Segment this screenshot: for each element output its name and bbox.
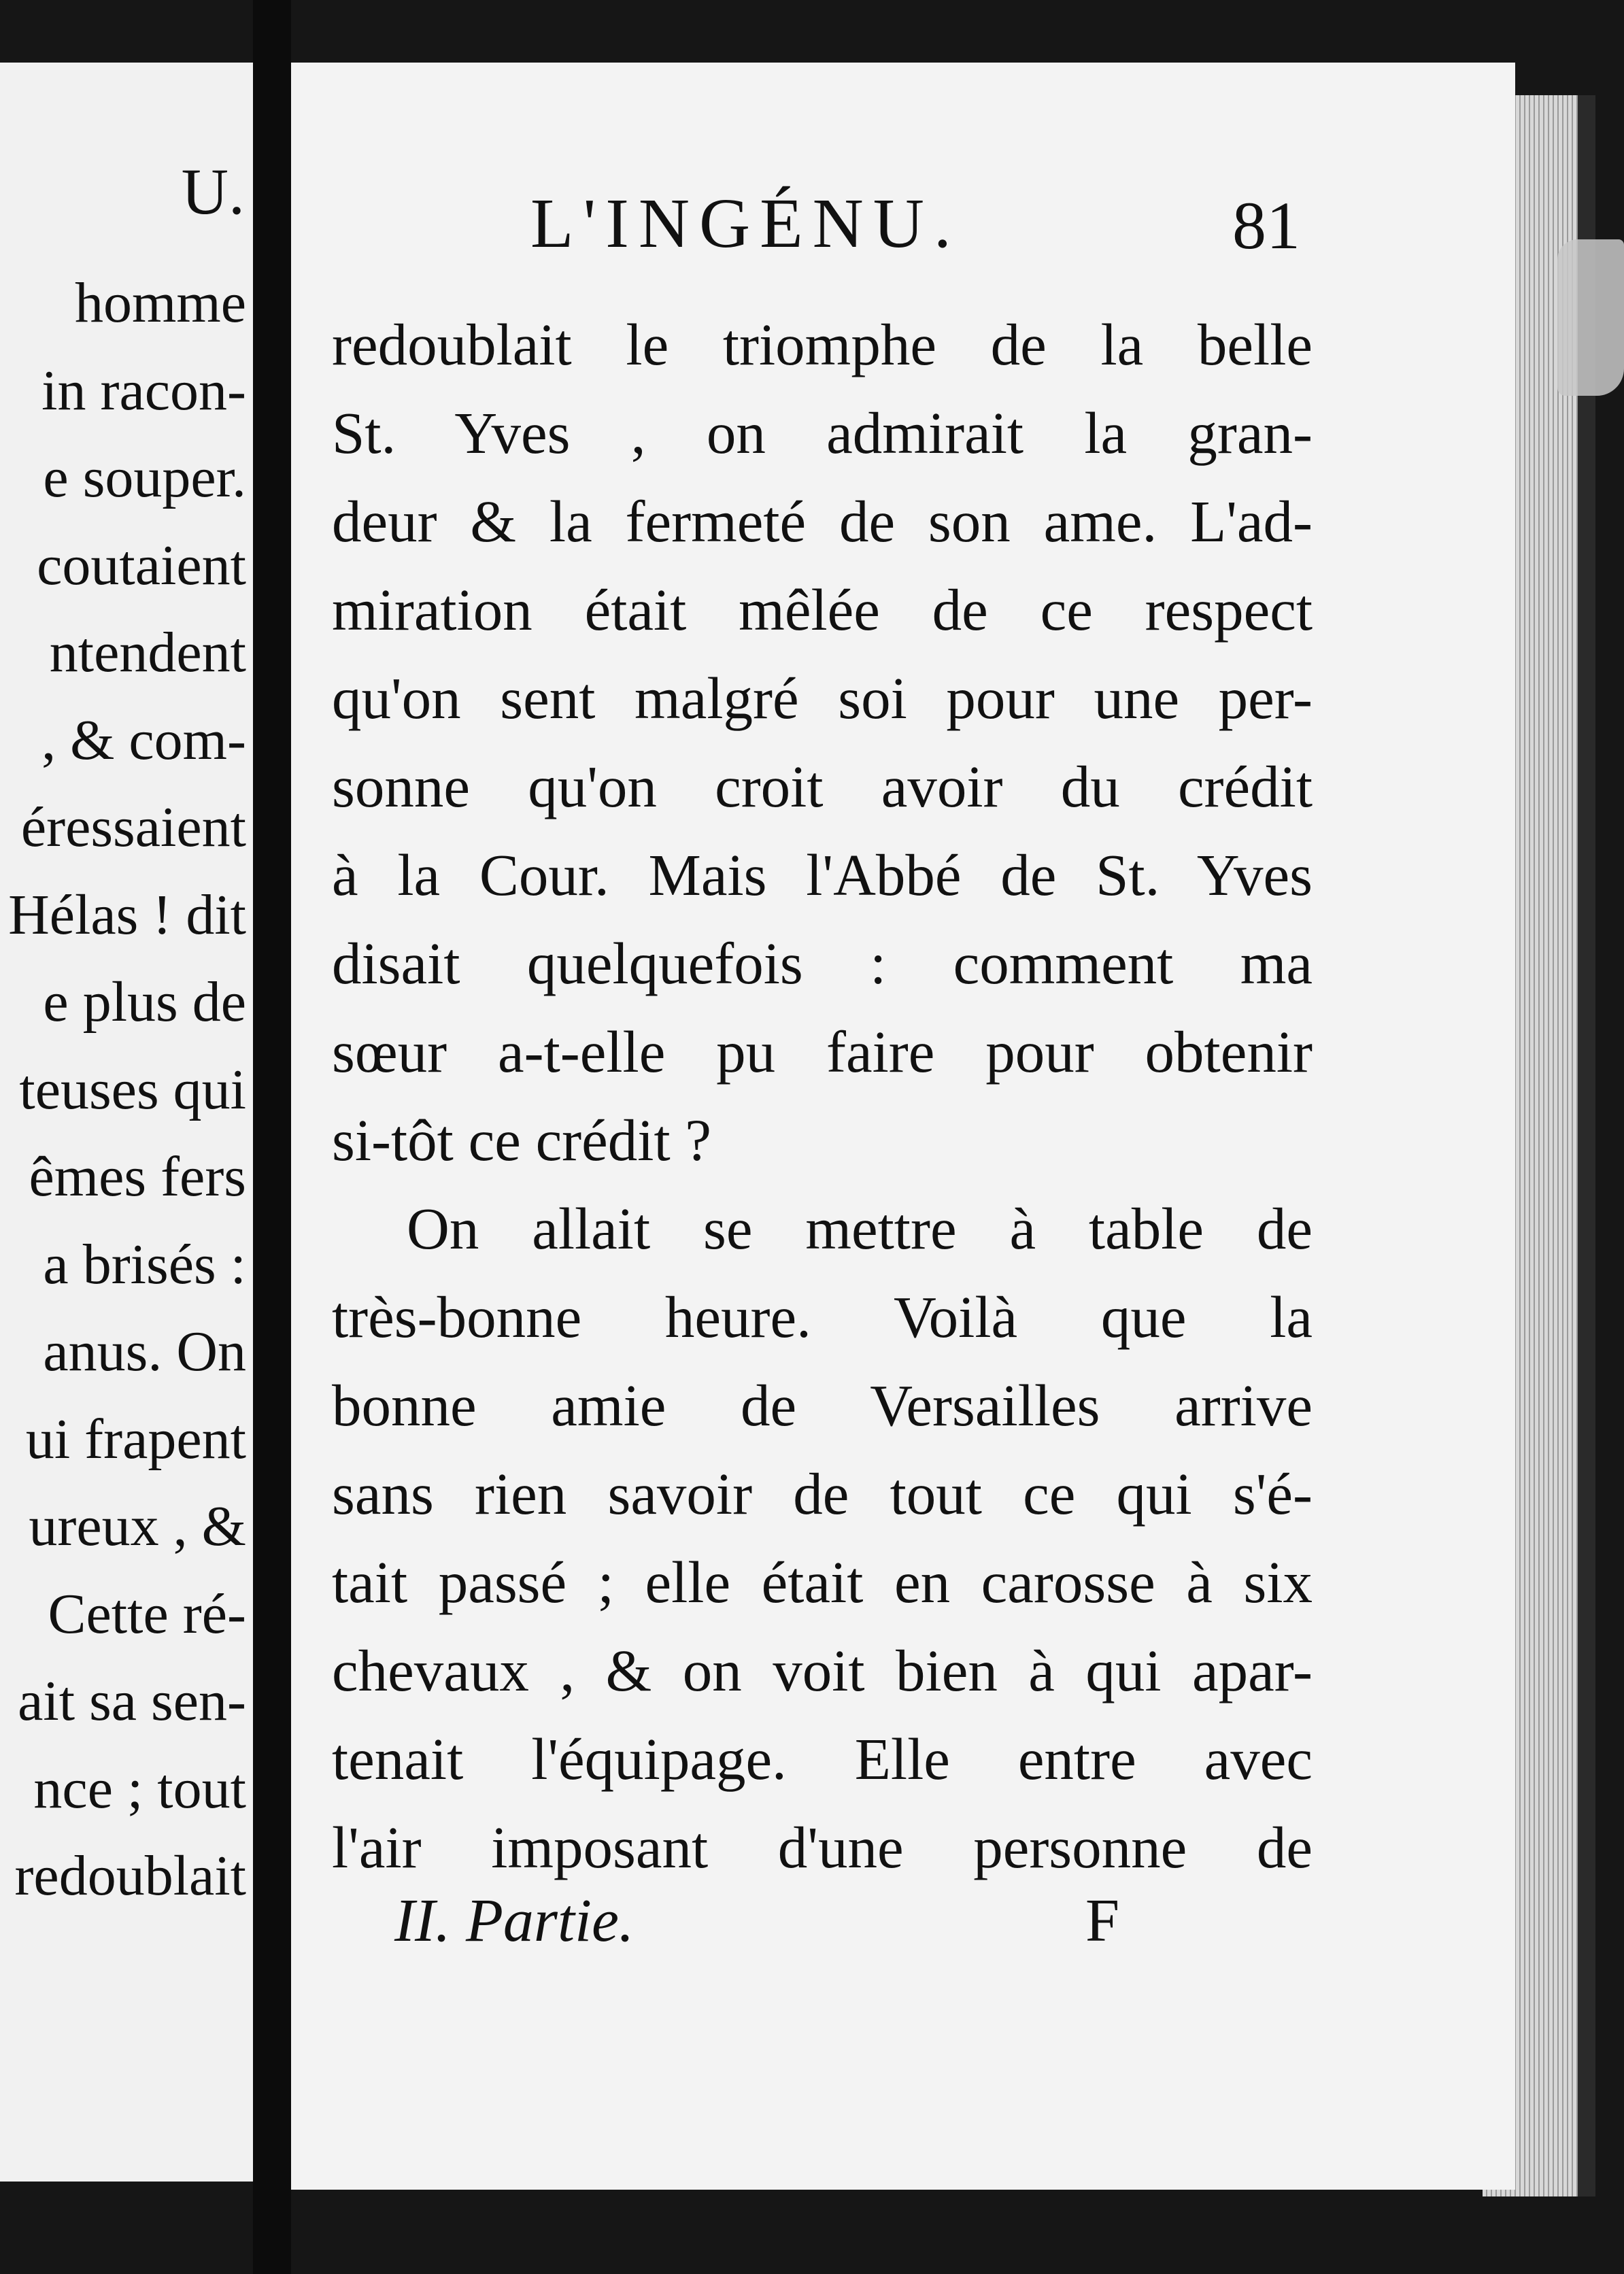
- body-text-line: qu'on sent malgré soi pour une per-: [332, 665, 1313, 731]
- body-text-line: sœur a-t-elle pu faire pour obtenir: [332, 1019, 1313, 1085]
- page-number: 81: [1232, 188, 1300, 263]
- body-text-line: l'air imposant d'une personne de: [332, 1814, 1313, 1880]
- body-text-line: disait quelquefois : comment ma: [332, 930, 1313, 996]
- left-facing-page: [0, 63, 253, 2182]
- body-text-line: sonne qu'on croit avoir du crédit: [332, 753, 1313, 819]
- left-text-line: Hélas ! dit: [8, 883, 246, 947]
- body-text-line: sans rien savoir de tout ce qui s'é-: [332, 1461, 1313, 1527]
- body-text-line: redoublait le triomphe de la belle: [332, 311, 1313, 377]
- page-edge-shadow: [1578, 95, 1595, 2196]
- paper-scrap: [1557, 239, 1624, 396]
- left-page-text-column: [0, 260, 246, 1920]
- left-text-line: , & com-: [41, 708, 246, 772]
- left-text-line: redoublait: [14, 1844, 246, 1907]
- body-text-line: St. Yves , on admirait la gran-: [332, 400, 1313, 466]
- body-text-line: chevaux , & on voit bien à qui apar-: [332, 1637, 1313, 1703]
- running-head-title: L'INGÉNU.: [530, 184, 961, 262]
- left-text-line: e plus de: [43, 970, 246, 1034]
- signature-mark: II. Partie.: [394, 1887, 635, 1954]
- left-text-line: ureux , &: [29, 1495, 246, 1558]
- left-text-line: in racon-: [41, 358, 246, 422]
- body-text-line: deur & la fermeté de son ame. L'ad-: [332, 488, 1313, 554]
- left-text-line: ntendent: [49, 621, 246, 684]
- left-text-line: a brisés :: [43, 1232, 246, 1296]
- body-text-line: tenait l'équipage. Elle entre avec: [332, 1726, 1313, 1792]
- left-text-line: ait sa sen-: [18, 1669, 246, 1733]
- body-text-line: tait passé ; elle était en carosse à six: [332, 1549, 1313, 1615]
- left-text-line: teuses qui: [19, 1057, 246, 1121]
- left-text-line: Cette ré-: [48, 1582, 246, 1646]
- left-text-line: nce ; tout: [33, 1757, 246, 1820]
- left-page-header-fragment: U.: [181, 155, 245, 228]
- body-text-line: On allait se mettre à table de: [407, 1195, 1313, 1261]
- body-text-line: à la Cour. Mais l'Abbé de St. Yves: [332, 842, 1313, 908]
- right-main-page: [291, 63, 1515, 2190]
- left-text-line: coutaient: [37, 533, 246, 597]
- gathering-letter: F: [1085, 1887, 1120, 1954]
- body-text-line: miration était mêlée de ce respect: [332, 577, 1313, 643]
- left-text-line: êmes fers: [29, 1145, 246, 1208]
- body-text-line: bonne amie de Versailles arrive: [332, 1372, 1313, 1438]
- left-text-line: éressaient: [20, 796, 246, 859]
- left-text-line: homme: [75, 271, 246, 335]
- body-text-line: très-bonne heure. Voilà que la: [332, 1284, 1313, 1350]
- book-gutter: [253, 0, 291, 2274]
- left-text-line: anus. On: [43, 1320, 246, 1383]
- left-text-line: e souper.: [43, 446, 246, 509]
- left-text-line: ui frapent: [25, 1407, 246, 1471]
- body-text-column: [332, 301, 1313, 1892]
- body-text-line: si-tôt ce crédit ?: [332, 1107, 711, 1173]
